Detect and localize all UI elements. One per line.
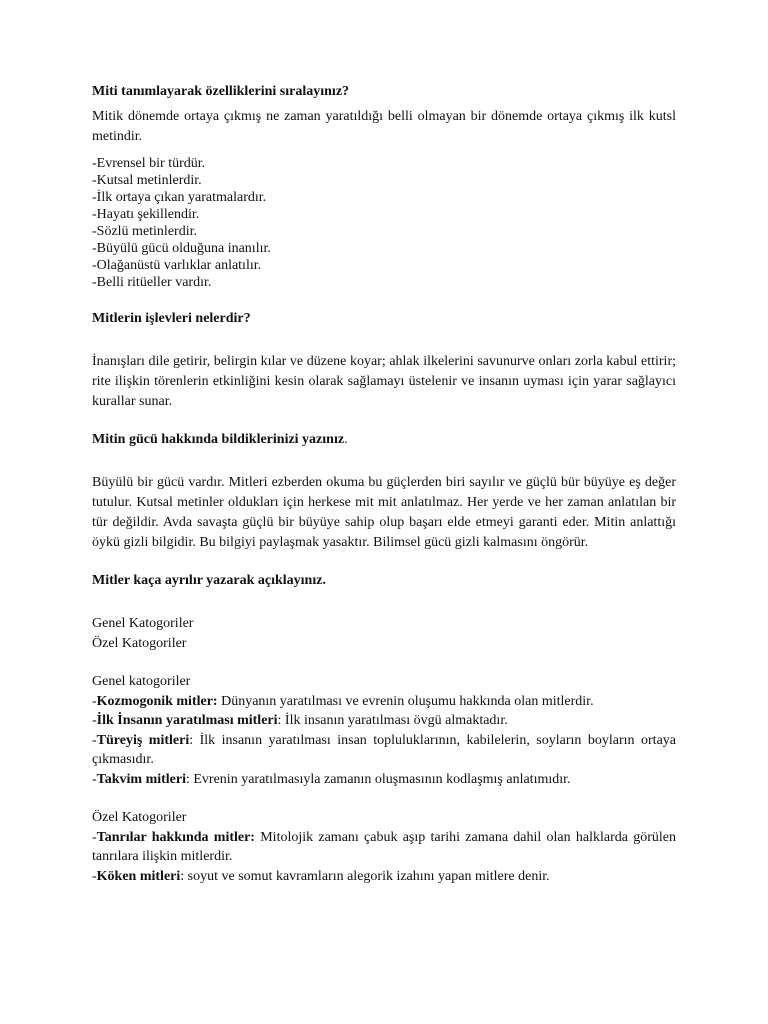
list-item: -Hayatı şekillendir.	[92, 207, 200, 222]
list-item: -İlk ortaya çıkan yaratmalardır.	[92, 190, 267, 205]
entry-term: İlk İnsanın yaratılması mitleri	[96, 713, 278, 728]
entry-desc: Dünyanın yaratılması ve evrenin oluşumu hakkında olan mitlerdir.	[217, 693, 594, 709]
list-item: -Büyülü gücü olduğuna inanılır.	[92, 241, 271, 256]
special-entry: -Köken mitleri: soyut ve somut kavramların alegorik izahını yapan mitlere denir.	[92, 868, 550, 884]
question-1: Miti tanımlayarak özelliklerini sıralayınız?	[92, 84, 350, 99]
entry-term: Kozmogonik mitler:	[96, 693, 218, 709]
list-item: -Olağanüstü varlıklar anlatılır.	[92, 258, 262, 273]
entry-term: Takvim mitleri	[96, 771, 186, 787]
entry-term: Tanrılar hakkında mitler:	[96, 829, 255, 845]
entry-desc: : Evrenin yaratılmasıyla zamanın oluşmasının kodlaşmış anlatımıdır.	[185, 771, 571, 787]
question-3	[92, 430, 676, 449]
list-item: -Belli ritüeller vardır.	[92, 275, 212, 290]
special-entry: -Tanrılar hakkında mitler: Mitolojik zamanı çabuk aşıp tarihi zamana dahil olan halklarda görülen tanrılara ilişkin mitlerdir.	[92, 829, 676, 864]
question-2: Mitlerin işlevleri nelerdir?	[92, 311, 251, 326]
list-item: -Evrensel bir türdür.	[92, 156, 206, 171]
answer-2: İnanışları dile getirir, belirgin kılar ve düzene koyar; ahlak ilkelerini savunurve onları zorla kabul ettirir; rite ilişkin törenlerin etkinliğini kesin olarak sağlamayı üstelenir ve insanın uyması için yarar sağlayıcı kurallar sunar.	[92, 354, 676, 409]
question-4: Mitler kaça ayrılır yazarak açıklayınız.	[92, 573, 326, 588]
list-item: -Sözlü metinlerdir.	[92, 224, 197, 239]
features-list	[92, 155, 676, 291]
question-3-text: Mitin gücü hakkında bildiklerinizi yazınız	[92, 432, 345, 447]
document-page	[92, 82, 676, 886]
general-entry: -İlk İnsanın yaratılması mitleri: İlk insanın yaratılması övgü almaktadır.	[92, 713, 508, 728]
entry-term: Türeyiş mitleri	[96, 732, 190, 748]
entry-term: Köken mitleri	[96, 868, 181, 884]
category-special: Özel Katogoriler	[92, 635, 187, 651]
question-3-end: .	[344, 432, 348, 447]
category-general: Genel Katogoriler	[92, 616, 194, 631]
general-entry: -Takvim mitleri: Evrenin yaratılmasıyla zamanın oluşmasının kodlaşmış anlatımıdır.	[92, 771, 571, 787]
general-entry: -Türeyiş mitleri: İlk insanın yaratılması insan topluluklarının, kabilelerin, soyların boyların ortaya çıkmasıdır.	[92, 732, 676, 767]
entry-desc: : İlk insanın yaratılması insan topluluklarının, kabilelerin, soyların boyların ortaya çıkmasıdır.	[92, 732, 676, 767]
answer-1: Mitik dönemde ortaya çıkmış ne zaman yaratıldığı belli olmayan bir dönemde ortaya çıkmış ilk kutsl metindir.	[92, 109, 676, 144]
answer-3: Büyülü bir gücü vardır. Mitleri ezberden okuma bu güçlerden biri sayılır ve güçlü bür büyüye eş değer tutulur. Kutsal metinler oldukları için herkese mit mit anlatılmaz. Her yerde ve her zaman anlatılan bir tür değildir. Avda savaşta güçlü bir büyüye sahip olup başarı elde etmeyi garanti eder. Mitin anlattığı öykü gizli bilgidir. Bu bilgiyi paylaşmak yasaktır. Bilimsel gücü gizli kalmasını öngörür.	[92, 475, 676, 550]
list-item: -Kutsal metinlerdir.	[92, 173, 202, 188]
general-heading: Genel katogoriler	[92, 674, 191, 689]
general-entry: -Kozmogonik mitler: Dünyanın yaratılması ve evrenin oluşumu hakkında olan mitlerdir.	[92, 693, 594, 709]
entry-desc: Mitolojik zamanı çabuk aşıp tarihi zamana dahil olan halklarda görülen tanrılara ilişkin mitlerdir.	[92, 829, 676, 864]
entry-desc: : soyut ve somut kavramların alegorik izahını yapan mitlere denir.	[180, 868, 550, 884]
entry-desc: : İlk insanın yaratılması övgü almaktadır.	[277, 713, 508, 728]
special-heading: Özel Katogoriler	[92, 810, 187, 825]
